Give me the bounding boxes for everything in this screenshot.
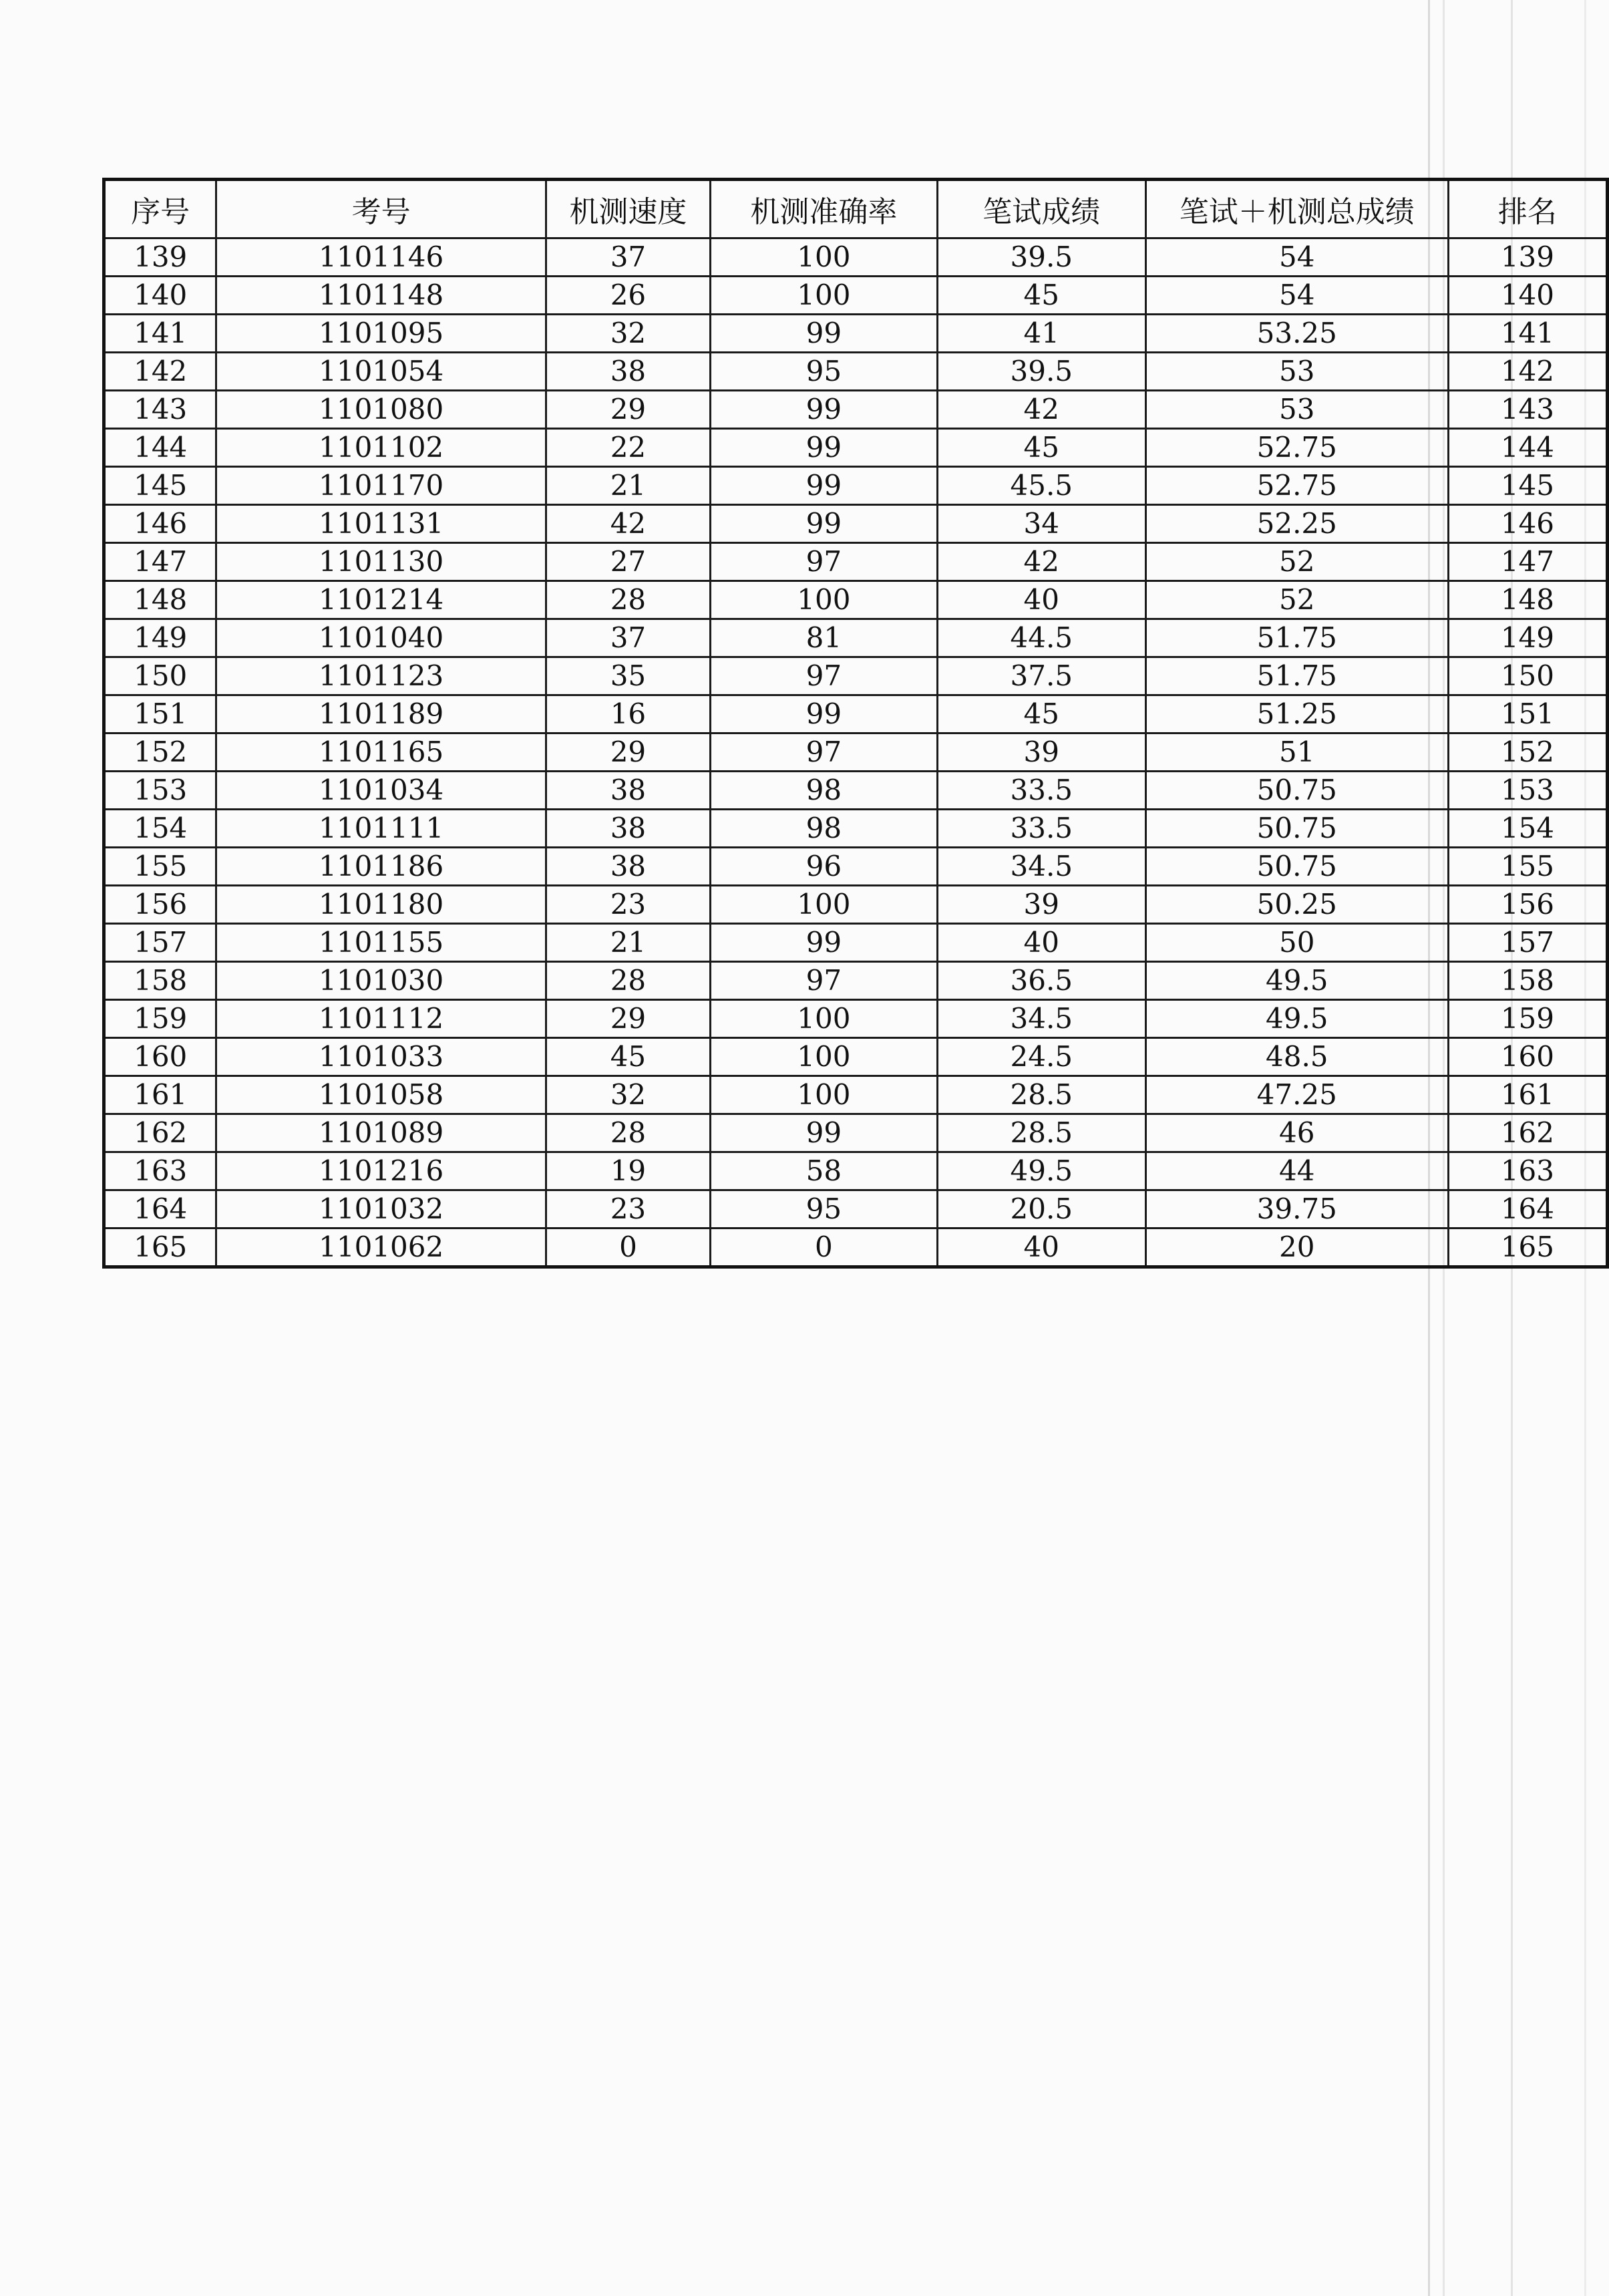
cell-index: 165 <box>104 1228 216 1267</box>
cell-rank: 156 <box>1448 886 1607 924</box>
cell-typing-accuracy: 100 <box>710 1076 937 1114</box>
cell-written-score: 33.5 <box>937 772 1145 810</box>
cell-total-score: 50.75 <box>1145 848 1448 886</box>
cell-exam-number: 1101180 <box>216 886 546 924</box>
cell-index: 163 <box>104 1152 216 1190</box>
table-row <box>104 505 1608 543</box>
cell-typing-accuracy: 99 <box>710 1114 937 1152</box>
cell-exam-number: 1101089 <box>216 1114 546 1152</box>
cell-typing-speed: 38 <box>546 848 710 886</box>
cell-typing-accuracy: 97 <box>710 962 937 1000</box>
cell-written-score: 39.5 <box>937 238 1145 277</box>
cell-index: 146 <box>104 505 216 543</box>
table-row <box>104 657 1608 695</box>
header-cell-rank: 排名 <box>1448 180 1607 238</box>
cell-written-score: 42 <box>937 391 1145 429</box>
cell-index: 152 <box>104 733 216 772</box>
cell-exam-number: 1101034 <box>216 772 546 810</box>
cell-typing-speed: 45 <box>546 1038 710 1076</box>
header-cell-index: 序号 <box>104 180 216 238</box>
cell-written-score: 45 <box>937 277 1145 315</box>
cell-total-score: 20 <box>1145 1228 1448 1267</box>
cell-typing-speed: 37 <box>546 619 710 657</box>
cell-exam-number: 1101102 <box>216 429 546 467</box>
cell-exam-number: 1101040 <box>216 619 546 657</box>
cell-typing-speed: 26 <box>546 277 710 315</box>
cell-index: 159 <box>104 1000 216 1038</box>
cell-typing-speed: 29 <box>546 391 710 429</box>
cell-total-score: 52 <box>1145 581 1448 619</box>
cell-total-score: 51.75 <box>1145 619 1448 657</box>
cell-written-score: 40 <box>937 1228 1145 1267</box>
cell-typing-speed: 38 <box>546 810 710 848</box>
cell-total-score: 50.75 <box>1145 810 1448 848</box>
cell-rank: 142 <box>1448 353 1607 391</box>
cell-typing-accuracy: 100 <box>710 277 937 315</box>
cell-total-score: 48.5 <box>1145 1038 1448 1076</box>
cell-typing-speed: 42 <box>546 505 710 543</box>
cell-typing-accuracy: 96 <box>710 848 937 886</box>
cell-typing-speed: 0 <box>546 1228 710 1267</box>
cell-total-score: 51 <box>1145 733 1448 772</box>
cell-rank: 163 <box>1448 1152 1607 1190</box>
header-cell-typing-accuracy: 机测准确率 <box>710 180 937 238</box>
cell-written-score: 28.5 <box>937 1114 1145 1152</box>
table-row <box>104 581 1608 619</box>
cell-total-score: 53.25 <box>1145 315 1448 353</box>
cell-index: 141 <box>104 315 216 353</box>
cell-total-score: 46 <box>1145 1114 1448 1152</box>
cell-exam-number: 1101130 <box>216 543 546 581</box>
cell-rank: 161 <box>1448 1076 1607 1114</box>
cell-written-score: 45 <box>937 695 1145 733</box>
cell-typing-accuracy: 97 <box>710 733 937 772</box>
cell-index: 139 <box>104 238 216 277</box>
cell-total-score: 50.25 <box>1145 886 1448 924</box>
cell-total-score: 52 <box>1145 543 1448 581</box>
cell-typing-speed: 29 <box>546 1000 710 1038</box>
cell-typing-speed: 38 <box>546 353 710 391</box>
cell-exam-number: 1101058 <box>216 1076 546 1114</box>
cell-index: 149 <box>104 619 216 657</box>
cell-typing-accuracy: 100 <box>710 238 937 277</box>
table-row <box>104 619 1608 657</box>
cell-total-score: 54 <box>1145 277 1448 315</box>
table-row <box>104 429 1608 467</box>
table-row <box>104 1228 1608 1267</box>
cell-typing-accuracy: 100 <box>710 1000 937 1038</box>
cell-total-score: 52.75 <box>1145 467 1448 505</box>
cell-written-score: 44.5 <box>937 619 1145 657</box>
cell-rank: 164 <box>1448 1190 1607 1228</box>
cell-rank: 145 <box>1448 467 1607 505</box>
cell-rank: 152 <box>1448 733 1607 772</box>
cell-written-score: 39.5 <box>937 353 1145 391</box>
table-row <box>104 848 1608 886</box>
cell-typing-accuracy: 99 <box>710 467 937 505</box>
cell-index: 150 <box>104 657 216 695</box>
cell-total-score: 51.75 <box>1145 657 1448 695</box>
cell-total-score: 49.5 <box>1145 962 1448 1000</box>
table-row <box>104 467 1608 505</box>
cell-typing-accuracy: 0 <box>710 1228 937 1267</box>
cell-exam-number: 1101080 <box>216 391 546 429</box>
cell-typing-speed: 32 <box>546 315 710 353</box>
cell-typing-accuracy: 97 <box>710 543 937 581</box>
table-row <box>104 391 1608 429</box>
cell-typing-speed: 37 <box>546 238 710 277</box>
cell-total-score: 51.25 <box>1145 695 1448 733</box>
header-cell-typing-speed: 机测速度 <box>546 180 710 238</box>
cell-typing-accuracy: 100 <box>710 581 937 619</box>
header-row <box>104 180 1608 238</box>
cell-rank: 149 <box>1448 619 1607 657</box>
cell-written-score: 41 <box>937 315 1145 353</box>
cell-written-score: 20.5 <box>937 1190 1145 1228</box>
cell-total-score: 50 <box>1145 924 1448 962</box>
cell-typing-speed: 28 <box>546 962 710 1000</box>
cell-typing-speed: 16 <box>546 695 710 733</box>
cell-exam-number: 1101033 <box>216 1038 546 1076</box>
cell-typing-accuracy: 95 <box>710 1190 937 1228</box>
cell-exam-number: 1101111 <box>216 810 546 848</box>
cell-rank: 144 <box>1448 429 1607 467</box>
cell-exam-number: 1101216 <box>216 1152 546 1190</box>
cell-written-score: 36.5 <box>937 962 1145 1000</box>
cell-typing-accuracy: 97 <box>710 657 937 695</box>
cell-index: 162 <box>104 1114 216 1152</box>
cell-exam-number: 1101054 <box>216 353 546 391</box>
cell-total-score: 39.75 <box>1145 1190 1448 1228</box>
cell-exam-number: 1101189 <box>216 695 546 733</box>
cell-exam-number: 1101148 <box>216 277 546 315</box>
cell-written-score: 24.5 <box>937 1038 1145 1076</box>
table-row <box>104 353 1608 391</box>
cell-written-score: 39 <box>937 733 1145 772</box>
cell-typing-speed: 32 <box>546 1076 710 1114</box>
cell-total-score: 53 <box>1145 391 1448 429</box>
cell-rank: 162 <box>1448 1114 1607 1152</box>
cell-total-score: 44 <box>1145 1152 1448 1190</box>
cell-rank: 155 <box>1448 848 1607 886</box>
cell-typing-accuracy: 98 <box>710 772 937 810</box>
cell-written-score: 40 <box>937 581 1145 619</box>
cell-total-score: 50.75 <box>1145 772 1448 810</box>
score-table <box>102 178 1609 1269</box>
cell-exam-number: 1101062 <box>216 1228 546 1267</box>
table-row <box>104 543 1608 581</box>
cell-typing-accuracy: 99 <box>710 315 937 353</box>
table-row <box>104 924 1608 962</box>
cell-typing-accuracy: 100 <box>710 1038 937 1076</box>
cell-written-score: 28.5 <box>937 1076 1145 1114</box>
cell-index: 161 <box>104 1076 216 1114</box>
table-row <box>104 1152 1608 1190</box>
cell-typing-speed: 22 <box>546 429 710 467</box>
cell-total-score: 47.25 <box>1145 1076 1448 1114</box>
cell-rank: 150 <box>1448 657 1607 695</box>
cell-exam-number: 1101030 <box>216 962 546 1000</box>
cell-index: 151 <box>104 695 216 733</box>
cell-rank: 141 <box>1448 315 1607 353</box>
cell-typing-speed: 19 <box>546 1152 710 1190</box>
cell-written-score: 45 <box>937 429 1145 467</box>
cell-typing-speed: 21 <box>546 467 710 505</box>
cell-index: 164 <box>104 1190 216 1228</box>
table-row <box>104 733 1608 772</box>
cell-rank: 158 <box>1448 962 1607 1000</box>
table-row <box>104 1076 1608 1114</box>
cell-typing-speed: 29 <box>546 733 710 772</box>
cell-exam-number: 1101123 <box>216 657 546 695</box>
cell-index: 153 <box>104 772 216 810</box>
cell-index: 140 <box>104 277 216 315</box>
cell-exam-number: 1101095 <box>216 315 546 353</box>
cell-rank: 157 <box>1448 924 1607 962</box>
cell-rank: 159 <box>1448 1000 1607 1038</box>
table-row <box>104 315 1608 353</box>
cell-rank: 146 <box>1448 505 1607 543</box>
cell-typing-speed: 28 <box>546 581 710 619</box>
cell-rank: 154 <box>1448 810 1607 848</box>
cell-index: 143 <box>104 391 216 429</box>
header-cell-written-score: 笔试成绩 <box>937 180 1145 238</box>
header-cell-total-score: 笔试＋机测总成绩 <box>1145 180 1448 238</box>
cell-written-score: 39 <box>937 886 1145 924</box>
cell-written-score: 45.5 <box>937 467 1145 505</box>
cell-index: 147 <box>104 543 216 581</box>
cell-exam-number: 1101131 <box>216 505 546 543</box>
table-row <box>104 772 1608 810</box>
table-row <box>104 277 1608 315</box>
cell-written-score: 37.5 <box>937 657 1145 695</box>
cell-typing-accuracy: 99 <box>710 429 937 467</box>
cell-exam-number: 1101214 <box>216 581 546 619</box>
table-row <box>104 1000 1608 1038</box>
table-row <box>104 810 1608 848</box>
cell-typing-speed: 27 <box>546 543 710 581</box>
cell-exam-number: 1101165 <box>216 733 546 772</box>
cell-typing-accuracy: 99 <box>710 391 937 429</box>
cell-index: 144 <box>104 429 216 467</box>
cell-typing-speed: 38 <box>546 772 710 810</box>
cell-rank: 139 <box>1448 238 1607 277</box>
cell-rank: 148 <box>1448 581 1607 619</box>
cell-rank: 165 <box>1448 1228 1607 1267</box>
header-cell-exam-number: 考号 <box>216 180 546 238</box>
cell-index: 148 <box>104 581 216 619</box>
cell-typing-speed: 23 <box>546 1190 710 1228</box>
cell-exam-number: 1101186 <box>216 848 546 886</box>
cell-index: 154 <box>104 810 216 848</box>
cell-index: 145 <box>104 467 216 505</box>
cell-typing-accuracy: 99 <box>710 924 937 962</box>
cell-typing-accuracy: 100 <box>710 886 937 924</box>
cell-rank: 143 <box>1448 391 1607 429</box>
table-row <box>104 962 1608 1000</box>
table-row <box>104 1114 1608 1152</box>
table-row <box>104 238 1608 277</box>
cell-written-score: 40 <box>937 924 1145 962</box>
cell-index: 157 <box>104 924 216 962</box>
cell-written-score: 34.5 <box>937 1000 1145 1038</box>
cell-exam-number: 1101032 <box>216 1190 546 1228</box>
cell-rank: 147 <box>1448 543 1607 581</box>
cell-rank: 140 <box>1448 277 1607 315</box>
cell-index: 155 <box>104 848 216 886</box>
cell-index: 142 <box>104 353 216 391</box>
cell-typing-accuracy: 99 <box>710 505 937 543</box>
cell-typing-accuracy: 99 <box>710 695 937 733</box>
cell-total-score: 52.75 <box>1145 429 1448 467</box>
table-body <box>104 238 1608 1267</box>
cell-typing-speed: 35 <box>546 657 710 695</box>
cell-rank: 151 <box>1448 695 1607 733</box>
cell-written-score: 34 <box>937 505 1145 543</box>
cell-typing-speed: 21 <box>546 924 710 962</box>
cell-index: 158 <box>104 962 216 1000</box>
cell-exam-number: 1101112 <box>216 1000 546 1038</box>
cell-typing-accuracy: 81 <box>710 619 937 657</box>
cell-exam-number: 1101170 <box>216 467 546 505</box>
table-row <box>104 695 1608 733</box>
cell-typing-accuracy: 95 <box>710 353 937 391</box>
cell-rank: 153 <box>1448 772 1607 810</box>
table-row <box>104 1190 1608 1228</box>
cell-total-score: 53 <box>1145 353 1448 391</box>
cell-typing-accuracy: 58 <box>710 1152 937 1190</box>
cell-total-score: 49.5 <box>1145 1000 1448 1038</box>
table-row <box>104 1038 1608 1076</box>
cell-written-score: 33.5 <box>937 810 1145 848</box>
cell-typing-accuracy: 98 <box>710 810 937 848</box>
cell-typing-speed: 23 <box>546 886 710 924</box>
cell-typing-speed: 28 <box>546 1114 710 1152</box>
table-row <box>104 886 1608 924</box>
cell-written-score: 34.5 <box>937 848 1145 886</box>
cell-total-score: 52.25 <box>1145 505 1448 543</box>
cell-exam-number: 1101146 <box>216 238 546 277</box>
cell-rank: 160 <box>1448 1038 1607 1076</box>
cell-written-score: 49.5 <box>937 1152 1145 1190</box>
cell-index: 160 <box>104 1038 216 1076</box>
cell-index: 156 <box>104 886 216 924</box>
cell-total-score: 54 <box>1145 238 1448 277</box>
cell-written-score: 42 <box>937 543 1145 581</box>
cell-exam-number: 1101155 <box>216 924 546 962</box>
